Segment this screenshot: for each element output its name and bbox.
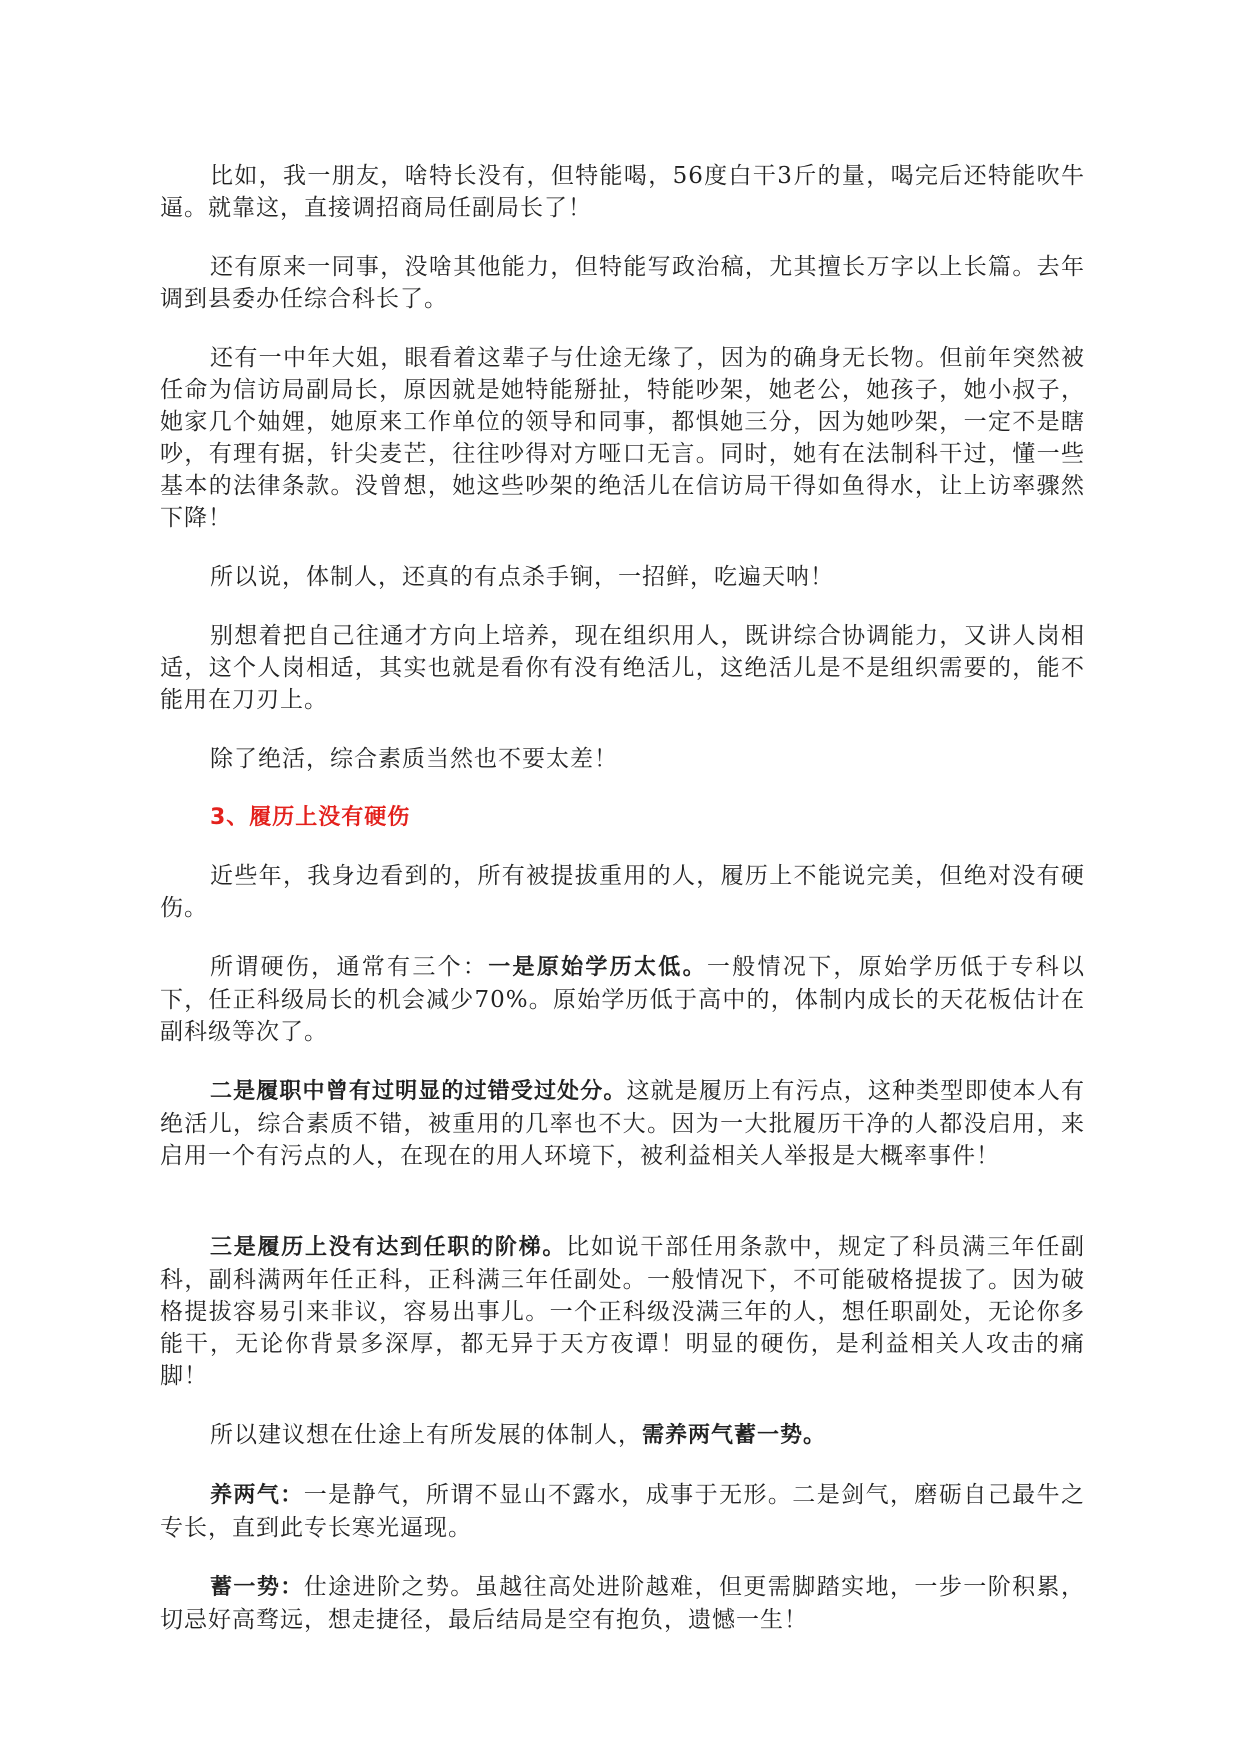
two-qi-detail: 一是静气，所谓不显山不露水，成事于无形。二是剑气，磨砺自己最牛之专长，直到此专长寒光逼现。 <box>160 1482 1085 1541</box>
one-shi-detail: 仕途进阶之势。虽越往高处进阶越难，但更需脚踏实地，一步一阶积累，切忌好高骛远，想走捷径，最后结局是空有抱负，遗憾一生！ <box>160 1574 1085 1633</box>
paragraph-one-shi <box>160 1571 1085 1636</box>
two-qi-title: 养两气： <box>210 1483 304 1508</box>
paragraph-job-fit: 别想着把自己往通才方向上培养，现在组织用人，既讲综合协调能力，又讲人岗相适，这个人岗相适，其实也就是看你有没有绝活儿，这绝活儿是不是组织需要的，能不能用在刀刃上。 <box>160 623 1085 713</box>
third-point-title: 三是履历上没有达到任职的阶梯。 <box>210 1235 567 1260</box>
third-point-detail: 比如说干部任用条款中，规定了科员满三年任副科，副科满两年任正科，正科满三年任副处。一般情况下，不可能破格提拔了。因为破格提拔容易引来非议，容易出事儿。一个正科级没满三年的人，想任职副处，无论你多能干，无论你背景多深厚，都无异于天方夜谭！明显的硬伤，是利益相关人攻击的痛脚！ <box>160 1234 1085 1389</box>
suggestion-lead: 所以建议想在仕途上有所发展的体制人， <box>210 1422 642 1448</box>
paragraph-elder-sister-arguing: 还有一中年大姐，眼看着这辈子与仕途无缘了，因为的确身无长物。但前年突然被任命为信访局副局长，原因就是她特能掰扯，特能吵架，她老公，她孩子，她小叔子，她家几个妯娌，她原来工作单位的领导和同事，都惧她三分，因为她吵架，一定不是瞎吵，有理有据，针尖麦芒，往往吵得对方哑口无言。同时，她有在法制科干过，懂一些基本的法律条款。没曾想，她这些吵架的绝活儿在信访局干得如鱼得水，让上访率骤然下降！ <box>160 345 1085 531</box>
paragraph-third-point <box>160 1231 1085 1392</box>
paragraph-friend-drinking: 比如，我一朋友，啥特长没有，但特能喝，56度白干3斤的量，喝完后还特能吹牛逼。就靠这，直接调招商局任副局长了！ <box>160 163 1085 221</box>
one-shi-title: 蓄一势： <box>210 1575 304 1600</box>
document-body <box>160 160 1085 1663</box>
second-point-title: 二是履职中曾有过明显的过错受过处分。 <box>210 1079 627 1104</box>
suggestion-emphasis: 需养两气蓄一势。 <box>642 1423 827 1448</box>
hard-flaws-lead: 所谓硬伤，通常有三个： <box>210 954 489 980</box>
paragraph-two-qi <box>160 1479 1085 1544</box>
section-heading: 3、履历上没有硬伤 <box>210 805 411 830</box>
paragraph-hard-flaws <box>160 951 1085 1048</box>
paragraph-colleague-writing: 还有原来一同事，没啥其他能力，但特能写政治稿，尤其擅长万字以上长篇。去年调到县委办任综合科长了。 <box>160 254 1085 312</box>
paragraph-killer-skill: 所以说，体制人，还真的有点杀手锏，一招鲜，吃遍天呐！ <box>210 564 834 590</box>
paragraph-second-point <box>160 1075 1085 1172</box>
hard-flaws-first-point: 一是原始学历太低。 <box>488 955 707 980</box>
paragraph-recent-years: 近些年，我身边看到的，所有被提拔重用的人，履历上不能说完美，但绝对没有硬伤。 <box>160 863 1085 921</box>
paragraph-suggestion <box>160 1419 1085 1452</box>
second-point-detail: 这就是履历上有污点，这种类型即使本人有绝活儿，综合素质不错，被重用的几率也不大。因为一大批履历干净的人都没启用，来启用一个有污点的人，在现在的用人环境下，被利益相关人举报是大概率事件！ <box>160 1078 1085 1169</box>
hard-flaws-first-detail: 一般情况下，原始学历低于专科以下，任正科级局长的机会减少70%。原始学历低于高中的，体制内成长的天花板估计在副科级等次了。 <box>160 954 1086 1045</box>
paragraph-overall-quality: 除了绝活，综合素质当然也不要太差！ <box>210 746 618 772</box>
